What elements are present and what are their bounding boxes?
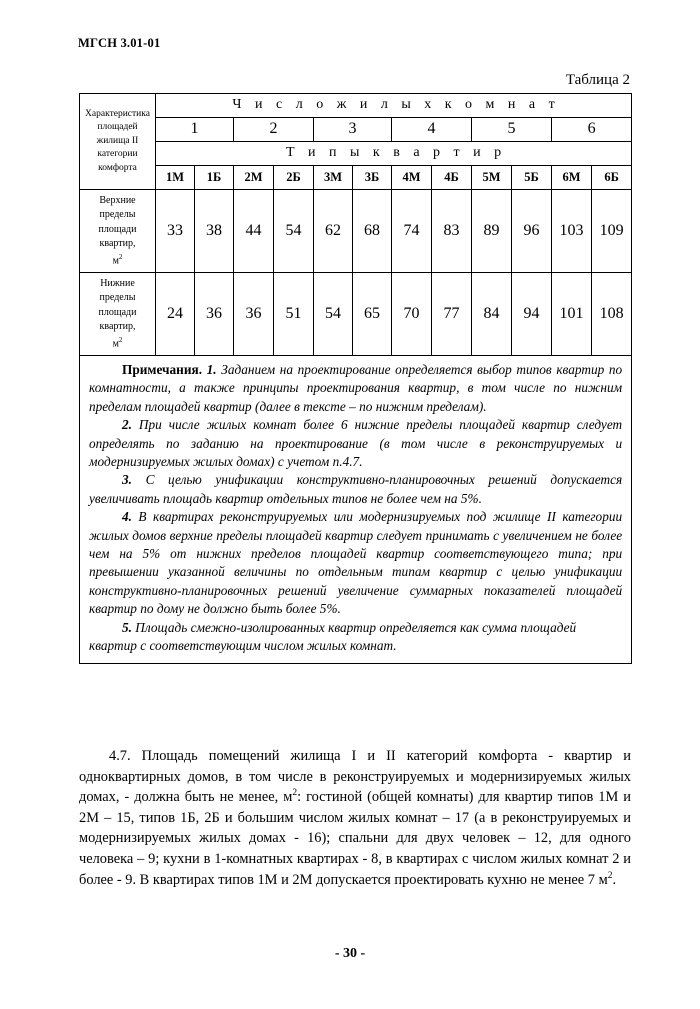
apartment-type-1b: 1Б bbox=[195, 166, 234, 190]
cell-lower-1b: 36 bbox=[195, 273, 234, 356]
note-text: В квартирах реконструируемых или модернизируемых под жилище II категории жилых домов верхние пределы площадей квартир следует принимать с увеличением не более чем на 5% от нижних пределов площадей квартир соответствующего типа; при превышении указанной величины по отдельным типам квартир с целью унификации конструктивно-планировочных решений увеличение суммарных показателей площадей квартир по дому не должно быть более 5%. bbox=[89, 509, 623, 617]
cell-lower-4m: 70 bbox=[392, 273, 432, 356]
cell-upper-5b: 96 bbox=[512, 190, 552, 273]
table-notes-row bbox=[80, 356, 632, 664]
apartment-type-4b: 4Б bbox=[432, 166, 472, 190]
cell-lower-2b: 51 bbox=[274, 273, 314, 356]
group-header-apartment-types: Т и п ы к в а р т и р bbox=[156, 142, 632, 166]
table-row bbox=[80, 190, 632, 273]
room-count-2: 2 bbox=[234, 118, 314, 142]
row-label-line-3: площади bbox=[98, 223, 137, 235]
table-caption: Таблица 2 bbox=[565, 72, 630, 88]
note-number: 5. bbox=[122, 619, 132, 635]
cell-upper-6m: 103 bbox=[552, 190, 592, 273]
table-notes bbox=[80, 356, 632, 664]
apartment-type-6b: 6Б bbox=[592, 166, 632, 190]
note-item-2 bbox=[89, 416, 622, 471]
paragraph-4-7-part-3: . bbox=[612, 871, 617, 888]
notes-heading: Примечания. bbox=[122, 362, 203, 377]
cell-upper-3b: 68 bbox=[353, 190, 392, 273]
table-row bbox=[80, 273, 632, 356]
cell-lower-1m: 24 bbox=[156, 273, 195, 356]
cell-lower-4b: 77 bbox=[432, 273, 472, 356]
row-label-unit: м bbox=[112, 337, 119, 349]
cell-upper-2m: 44 bbox=[234, 190, 274, 273]
note-text: Площадь смежно-изолированных квартир определяется как сумма площадей квартир с соответствующим числом жилых комнат. bbox=[89, 619, 577, 654]
note-number: 2. bbox=[122, 417, 132, 433]
row-label-line-4: квартир, bbox=[99, 238, 136, 250]
room-count-6: 6 bbox=[552, 118, 632, 142]
cell-lower-6b: 108 bbox=[592, 273, 632, 356]
note-number: 4. bbox=[122, 509, 132, 525]
cell-lower-3m: 54 bbox=[314, 273, 353, 356]
note-text: При числе жилых комнат более 6 нижние пределы площадей квартир следует определять по заданию на проектирование (в том числе в реконструируемых и модернизируемых жилых домах) с учетом п.4.7. bbox=[89, 417, 623, 470]
note-item-3 bbox=[89, 471, 622, 508]
stub-header-cell: Характеристика площадей жилища II категории комфорта bbox=[80, 94, 156, 190]
room-count-5: 5 bbox=[472, 118, 552, 142]
row-label-lower-limits bbox=[80, 273, 156, 356]
row-label-line-3: площади bbox=[98, 306, 137, 318]
row-label-line-1: Нижние bbox=[100, 277, 135, 289]
apartment-type-6m: 6М bbox=[552, 166, 592, 190]
note-text: С целью унификации конструктивно-планировочных решений допускается увеличивать площадь квартир отдельных типов не более чем на 5%. bbox=[89, 472, 623, 506]
group-header-room-count: Ч и с л о ж и л ы х к о м н а т bbox=[156, 94, 632, 118]
apartment-type-3m: 3М bbox=[314, 166, 353, 190]
room-count-1: 1 bbox=[156, 118, 234, 142]
table-header-row-group bbox=[80, 94, 632, 118]
cell-upper-5m: 89 bbox=[472, 190, 512, 273]
note-text: Заданием на проектирование определяется выбор типов квартир по комнатности, а также принципы проектирования квартир, в том числе по нижним пределам площадей квартир (далее в тексте – по нижним пределам). bbox=[89, 362, 623, 414]
paragraph-4-7-exponent-1: 2 bbox=[292, 788, 298, 799]
apartment-type-5m: 5М bbox=[472, 166, 512, 190]
cell-upper-6b: 109 bbox=[592, 190, 632, 273]
cell-lower-2m: 36 bbox=[234, 273, 274, 356]
note-item-1 bbox=[89, 361, 622, 416]
table-header-row-types bbox=[80, 166, 632, 190]
row-label-line-2: пределы bbox=[99, 292, 136, 304]
cell-upper-3m: 62 bbox=[314, 190, 353, 273]
cell-lower-5b: 94 bbox=[512, 273, 552, 356]
cell-upper-1m: 33 bbox=[156, 190, 195, 273]
row-label-unit: м bbox=[112, 254, 119, 266]
room-count-4: 4 bbox=[392, 118, 472, 142]
apartment-type-2b: 2Б bbox=[274, 166, 314, 190]
paragraph-4-7-part-1: 4.7. Площадь помещений жилища I и II категорий комфорта - квартир и одноквартирных домов, в том числе в реконструируемых и модернизируемых жилых домах, - должна быть не менее, м bbox=[79, 748, 631, 806]
note-item-5 bbox=[89, 619, 622, 656]
apartment-type-2m: 2М bbox=[234, 166, 274, 190]
row-label-upper-limits bbox=[80, 190, 156, 273]
row-label-unit-exponent: 2 bbox=[118, 252, 123, 261]
cell-lower-6m: 101 bbox=[552, 273, 592, 356]
note-number: 3. bbox=[122, 472, 132, 488]
row-label-line-4: квартир, bbox=[99, 321, 136, 333]
note-number: 1. bbox=[206, 362, 217, 377]
apartment-area-table bbox=[79, 93, 632, 664]
cell-upper-2b: 54 bbox=[274, 190, 314, 273]
row-label-line-1: Верхние bbox=[99, 194, 136, 206]
table-header-row-roomcounts bbox=[80, 118, 632, 142]
apartment-type-1m: 1М bbox=[156, 166, 195, 190]
row-label-line-2: пределы bbox=[99, 209, 136, 221]
cell-upper-4m: 74 bbox=[392, 190, 432, 273]
cell-upper-4b: 83 bbox=[432, 190, 472, 273]
cell-upper-1b: 38 bbox=[195, 190, 234, 273]
document-header-code: МГСН 3.01-01 bbox=[78, 36, 161, 50]
page-number: - 30 - bbox=[334, 946, 366, 961]
apartment-type-4m: 4М bbox=[392, 166, 432, 190]
apartment-type-5b: 5Б bbox=[512, 166, 552, 190]
apartment-type-3b: 3Б bbox=[353, 166, 392, 190]
note-item-4 bbox=[89, 508, 622, 618]
paragraph-4-7 bbox=[79, 746, 631, 890]
table-header-row-typesheader bbox=[80, 142, 632, 166]
paragraph-4-7-exponent-2: 2 bbox=[607, 870, 613, 881]
room-count-3: 3 bbox=[314, 118, 392, 142]
cell-lower-5m: 84 bbox=[472, 273, 512, 356]
row-label-unit-exponent: 2 bbox=[118, 335, 123, 344]
cell-lower-3b: 65 bbox=[353, 273, 392, 356]
paragraph-4-7-part-2: : гостиной (общей комнаты) для квартир типов 1М и 2М – 15, типов 1Б, 2Б и большим числом жилых комнат – 17 (а в реконструируемых и модернизируемых жилых домах - 16); спальни для двух человек – 12, для одного человека – 9; кухни в 1-комнатных квартирах - 8, в квартирах с числом жилых комнат 2 и более - 9. В квартирах типов 1М и 2М допускается проектировать кухню не менее 7 м bbox=[79, 789, 631, 888]
